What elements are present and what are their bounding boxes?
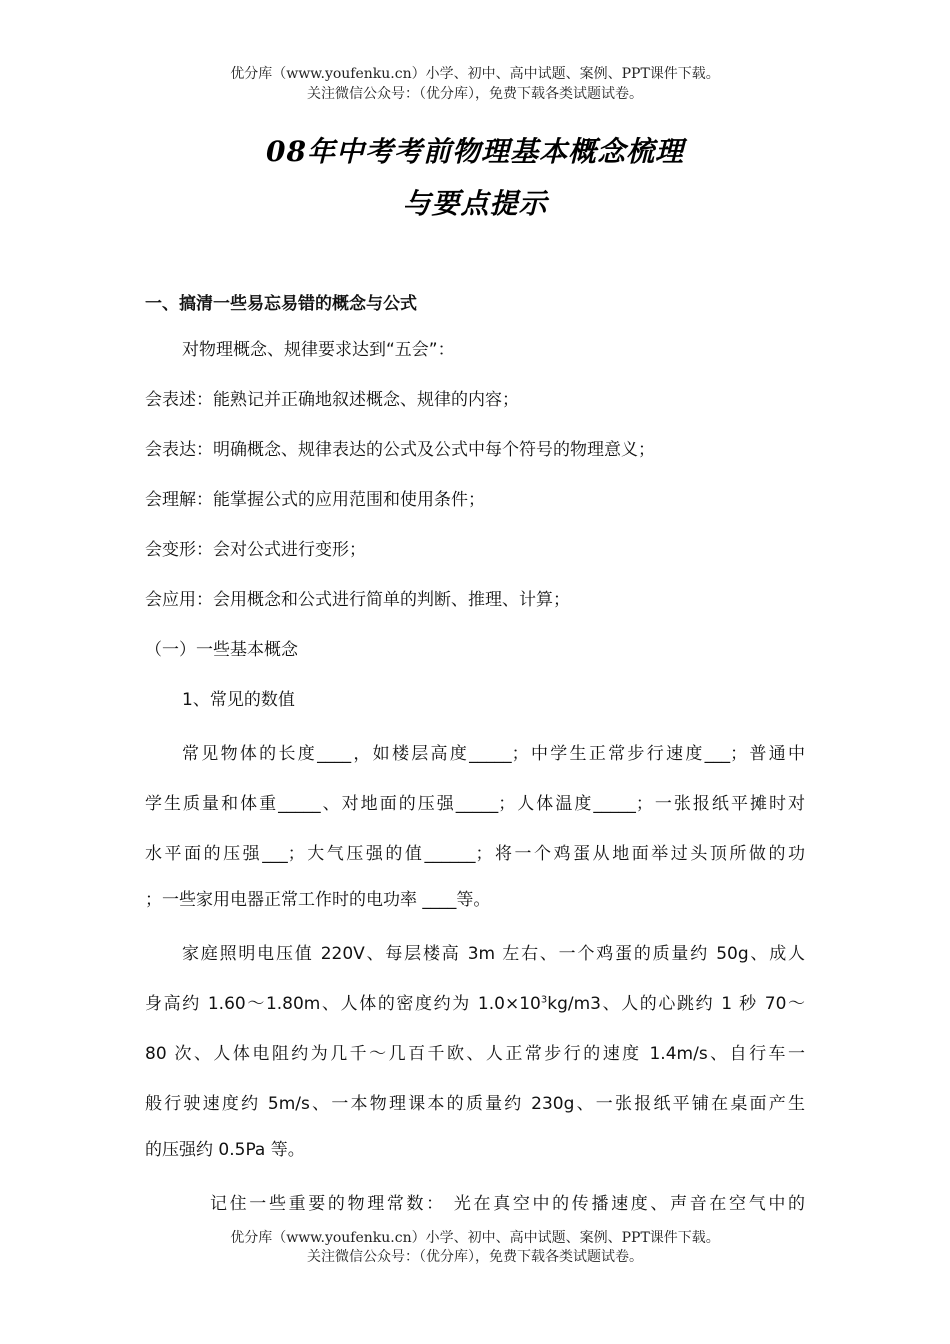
paragraph-line: 常见物体的长度____，如楼层高度_____；中学生正常步行速度___；普通中 bbox=[182, 744, 805, 764]
paragraph-line: 记住一些重要的物理常数： 光在真空中的传播速度、声音在空气中的 bbox=[210, 1194, 805, 1214]
list-item: 会理解：能掌握公式的应用范围和使用条件； bbox=[145, 490, 485, 510]
paragraph-line: 般行驶速度约 5m/s、一本物理课本的质量约 230g、一张报纸平铺在桌面产生 bbox=[145, 1094, 805, 1114]
header-line-2: 关注微信公众号：（优分库），免费下载各类试题试卷。 bbox=[307, 86, 643, 102]
paragraph-line: 80 次、人体电阻约为几千～几百千欧、人正常步行的速度 1.4m/s、自行车一 bbox=[145, 1044, 805, 1064]
subsection-heading: （一）一些基本概念 bbox=[145, 640, 298, 660]
list-item: 会表述：能熟记并正确地叙述概念、规律的内容； bbox=[145, 390, 519, 410]
paragraph-line: 水平面的压强___；大气压强的值______；将一个鸡蛋从地面举过头顶所做的功 bbox=[145, 844, 805, 864]
footer-line-1: 优分库（www.youfenku.cn）小学、初中、高中试题、案例、PPT课件下载。 bbox=[230, 1230, 720, 1246]
intro-text: 对物理概念、规律要求达到“五会”： bbox=[182, 340, 455, 360]
title-line-1: 08年中考考前物理基本概念梳理 bbox=[266, 135, 684, 168]
list-item: 会表达：明确概念、规律表达的公式及公式中每个符号的物理意义； bbox=[145, 440, 655, 460]
paragraph-line: 家庭照明电压值 220V、每层楼高 3m 左右、一个鸡蛋的质量约 50g、成人 bbox=[182, 944, 805, 964]
section-heading: 一、搞清一些易忘易错的概念与公式 bbox=[145, 294, 417, 314]
list-item: 会应用：会用概念和公式进行简单的判断、推理、计算； bbox=[145, 590, 570, 610]
paragraph-line: ；一些家用电器正常工作时的电功率 ____等。 bbox=[145, 890, 491, 910]
title-line-2: 与要点提示 bbox=[402, 187, 548, 220]
paragraph-line bbox=[145, 989, 805, 1014]
paragraph-line: 学生质量和体重_____、对地面的压强_____；人体温度_____；一张报纸平摊时对 bbox=[145, 794, 805, 814]
list-item: 会变形：会对公式进行变形； bbox=[145, 540, 366, 560]
footer-line-2: 关注微信公众号：（优分库），免费下载各类试题试卷。 bbox=[307, 1249, 643, 1265]
paragraph-line: 的压强约 0.5Pa 等。 bbox=[145, 1140, 305, 1160]
paragraph-text: 身高约 1.60～1.80m、人体的密度约为 1.0×10 bbox=[145, 994, 541, 1014]
superscript: 3 bbox=[540, 994, 548, 1006]
subsubsection-heading: 1、常见的数值 bbox=[182, 690, 295, 710]
paragraph-text: kg/m3、人的心跳约 1 秒 70～ bbox=[547, 994, 806, 1014]
header-line-1: 优分库（www.youfenku.cn）小学、初中、高中试题、案例、PPT课件下载。 bbox=[230, 66, 720, 82]
